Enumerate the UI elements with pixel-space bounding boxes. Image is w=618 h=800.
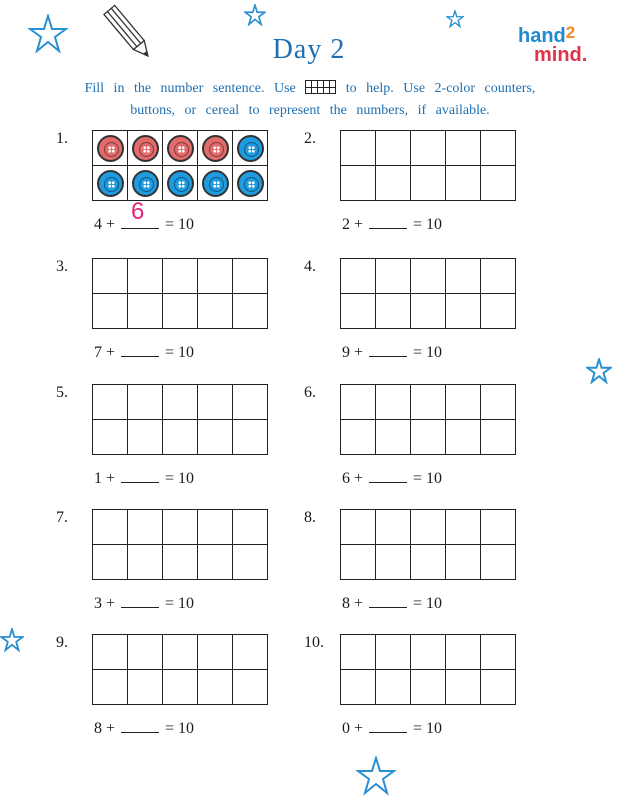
problem-number: 2. [304,130,316,147]
ten-frame-cell [411,545,446,580]
addend: 4 + [94,216,116,233]
ten-frame-cell [341,166,376,201]
ten-frame [92,384,268,455]
ten-frame-cell [198,670,233,705]
ten-frame-cell [93,385,128,420]
star-icon [446,10,464,28]
problem-number: 5. [56,384,68,401]
ten-frame-cell [93,259,128,294]
addend: 7 + [94,344,116,361]
sum: = 10 [413,344,443,361]
ten-frame-cell [481,510,516,545]
ten-frame-cell [446,420,481,455]
number-sentence [342,593,442,613]
sum: = 10 [413,216,443,233]
ten-frame-cell [341,294,376,329]
ten-frame-cell [376,294,411,329]
number-sentence [342,718,442,738]
ten-frame-cell [128,131,163,166]
ten-frame-cell [163,420,198,455]
ten-frame-cell [233,670,268,705]
instructions [30,78,590,122]
ten-frame-cell [446,385,481,420]
number-sentence [94,468,194,488]
ten-frame-cell [233,294,268,329]
ten-frame-cell [481,420,516,455]
ten-frame-cell [446,131,481,166]
number-sentence [342,214,442,234]
ten-frame-cell [233,545,268,580]
addend: 6 + [342,470,364,487]
answer-blank[interactable] [369,468,407,483]
problem-number: 7. [56,509,68,526]
sum: = 10 [413,595,443,612]
ten-frame-cell [446,635,481,670]
ten-frame-cell [163,545,198,580]
ten-frame-cell [233,635,268,670]
ten-frame-cell [128,385,163,420]
ten-frame-cell [411,131,446,166]
answer-blank[interactable] [369,342,407,357]
ten-frame-cell [376,670,411,705]
star-icon [244,4,266,26]
answer-blank[interactable] [121,468,159,483]
ten-frame-cell [198,294,233,329]
hand2mind-logo: hand$^2$ mind. [518,23,588,66]
addend: 1 + [94,470,116,487]
blue-button-counter-icon [97,170,124,197]
ten-frame-cell [233,131,268,166]
sum: = 10 [413,470,443,487]
ten-frame [92,130,268,201]
ten-frame-cell [198,545,233,580]
ten-frame-cell [198,635,233,670]
ten-frame-cell [481,545,516,580]
ten-frame-cell [198,385,233,420]
ten-frame-cell [93,510,128,545]
addend: 9 + [342,344,364,361]
ten-frame-cell [481,166,516,201]
ten-frame [340,384,516,455]
ten-frame-cell [93,166,128,201]
addend: 2 + [342,216,364,233]
star-icon [356,756,396,796]
problem-number: 8. [304,509,316,526]
ten-frame-cell [481,635,516,670]
ten-frame-cell [411,510,446,545]
ten-frame-cell [411,294,446,329]
sum: = 10 [165,595,195,612]
ten-frame-cell [198,259,233,294]
ten-frame [92,509,268,580]
ten-frame [92,258,268,329]
ten-frame-cell [341,420,376,455]
instructions-line1-end: to help. Use 2-color counters, [345,81,536,96]
ten-frame-cell [233,259,268,294]
answer-blank[interactable] [369,718,407,733]
ten-frame-cell [163,510,198,545]
addend: 0 + [342,720,364,737]
ten-frame-cell [163,166,198,201]
ten-frame-cell [341,670,376,705]
blue-button-counter-icon [202,170,229,197]
ten-frame-cell [411,635,446,670]
ten-frame-cell [446,166,481,201]
ten-frame-cell [341,385,376,420]
number-sentence [94,593,194,613]
ten-frame-cell [411,385,446,420]
number-sentence [94,718,194,738]
ten-frame-cell [128,635,163,670]
star-icon [586,358,612,384]
ten-frame-cell [341,259,376,294]
ten-frame-cell [128,510,163,545]
ten-frame-cell [341,131,376,166]
ten-frame-cell [93,670,128,705]
addend: 8 + [94,720,116,737]
answer-blank[interactable] [369,593,407,608]
ten-frame-cell [128,166,163,201]
ten-frame-cell [233,510,268,545]
blue-button-counter-icon [132,170,159,197]
ten-frame-cell [446,545,481,580]
sum: = 10 [413,720,443,737]
ten-frame-cell [128,294,163,329]
instructions-line2: buttons, or cereal to represent the numbers, if available. [130,103,490,118]
ten-frame-cell [411,166,446,201]
ten-frame-cell [128,259,163,294]
ten-frame-cell [376,166,411,201]
ten-frame-cell [233,166,268,201]
ten-frame-cell [446,670,481,705]
ten-frame-cell [93,635,128,670]
ten-frame-cell [341,510,376,545]
ten-frame-cell [128,545,163,580]
blue-button-counter-icon [167,170,194,197]
ten-frame-cell [93,294,128,329]
answer-blank[interactable] [121,198,159,229]
blue-button-counter-icon [237,135,264,162]
ten-frame-cell [163,131,198,166]
page-title: Day 2 [272,34,346,65]
ten-frame-cell [411,259,446,294]
ten-frame-cell [376,259,411,294]
addend: 3 + [94,595,116,612]
ten-frame-cell [376,420,411,455]
sum: = 10 [165,216,195,233]
ten-frame-cell [481,670,516,705]
star-icon [0,628,24,652]
ten-frame-cell [376,510,411,545]
problem-number: 10. [304,634,324,651]
ten-frame-cell [93,545,128,580]
answer-blank[interactable] [121,342,159,357]
number-sentence [342,468,442,488]
answer-blank[interactable] [369,214,407,229]
answer-blank[interactable] [121,718,159,733]
problem-number: 1. [56,130,68,147]
ten-frame-cell [93,420,128,455]
ten-frame-cell [376,385,411,420]
ten-frame-cell [341,635,376,670]
problem-number: 4. [304,258,316,275]
instructions-line1-start: Fill in the number sentence. Use [84,81,296,96]
ten-frame [92,634,268,705]
blue-button-counter-icon [237,170,264,197]
sum: = 10 [165,720,195,737]
ten-frame-cell [163,670,198,705]
ten-frame-cell [376,545,411,580]
ten-frame-cell [376,131,411,166]
ten-frame-cell [411,670,446,705]
problem-number: 6. [304,384,316,401]
ten-frame-cell [481,385,516,420]
ten-frame [340,634,516,705]
sum: = 10 [165,470,195,487]
ten-frame-cell [481,294,516,329]
ten-frame-cell [93,131,128,166]
ten-frame [340,509,516,580]
ten-frame-cell [163,385,198,420]
red-button-counter-icon [97,135,124,162]
ten-frame-cell [446,259,481,294]
ten-frame-cell [163,635,198,670]
ten-frame-cell [446,510,481,545]
ten-frame-cell [163,259,198,294]
red-button-counter-icon [202,135,229,162]
ten-frame-cell [233,420,268,455]
problem-number: 9. [56,634,68,651]
ten-frame-cell [233,385,268,420]
ten-frame-cell [198,510,233,545]
ten-frame-cell [198,420,233,455]
sum: = 10 [165,344,195,361]
ten-frame-cell [481,131,516,166]
ten-frame-icon [305,80,336,94]
answer-blank[interactable] [121,593,159,608]
ten-frame-cell [163,294,198,329]
ten-frame-cell [198,166,233,201]
number-sentence [342,342,442,362]
red-button-counter-icon [132,135,159,162]
ten-frame-cell [376,635,411,670]
ten-frame-cell [198,131,233,166]
ten-frame-cell [411,420,446,455]
ten-frame-cell [128,670,163,705]
ten-frame-cell [341,545,376,580]
number-sentence [94,342,194,362]
addend: 8 + [342,595,364,612]
ten-frame [340,130,516,201]
number-sentence [94,198,195,234]
ten-frame [340,258,516,329]
ten-frame-cell [446,294,481,329]
answer-value: 6 [131,198,145,225]
ten-frame-cell [128,420,163,455]
problem-number: 3. [56,258,68,275]
ten-frame-cell [481,259,516,294]
red-button-counter-icon [167,135,194,162]
